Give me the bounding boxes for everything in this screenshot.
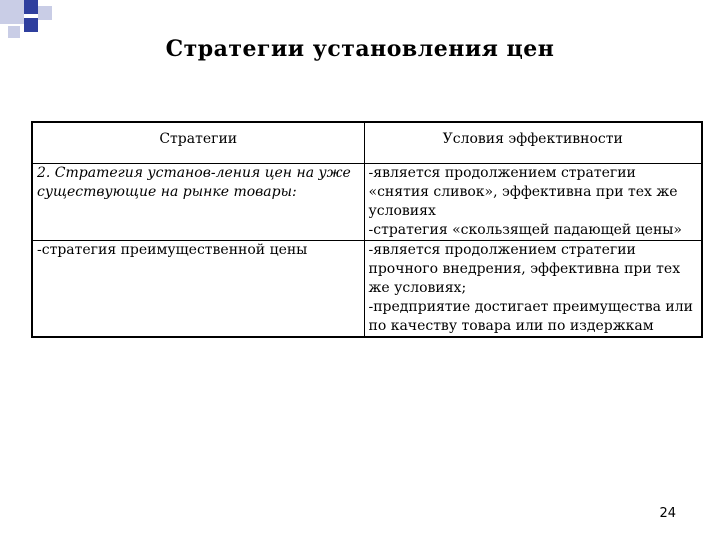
conditions-cell [364,164,702,241]
page-number: 24 [659,506,676,521]
strategy-cell: 2. Стратегия установ-ления цен на уже существующие на рынке товары: [32,164,364,241]
conditions-cell [364,241,702,338]
table-row [32,164,702,241]
table-header-row [32,122,702,164]
strategy-table [31,121,703,338]
strategy-cell: -стратегия преимущественной цены [32,241,364,338]
condition-item: -является продолжением стратегии «снятия сливок», эффективна при тех же условиях [368,165,678,219]
condition-item: -стратегия «скользящей падающей цены» [368,222,682,238]
deco-square-1 [0,0,24,24]
slide-title: Стратегии установления цен [165,36,555,62]
header-conditions: Условия эффективности [364,122,702,164]
deco-square-2 [24,0,38,14]
condition-item: -предприятие достигает преимущества или по качеству товара или по издержкам [368,299,693,334]
condition-item: -является продолжением стратегии прочного внедрения, эффективна при тех же условиях; [368,242,681,296]
header-strategies: Стратегии [32,122,364,164]
deco-square-3 [38,6,52,20]
deco-square-5 [24,18,38,32]
table-row [32,241,702,338]
